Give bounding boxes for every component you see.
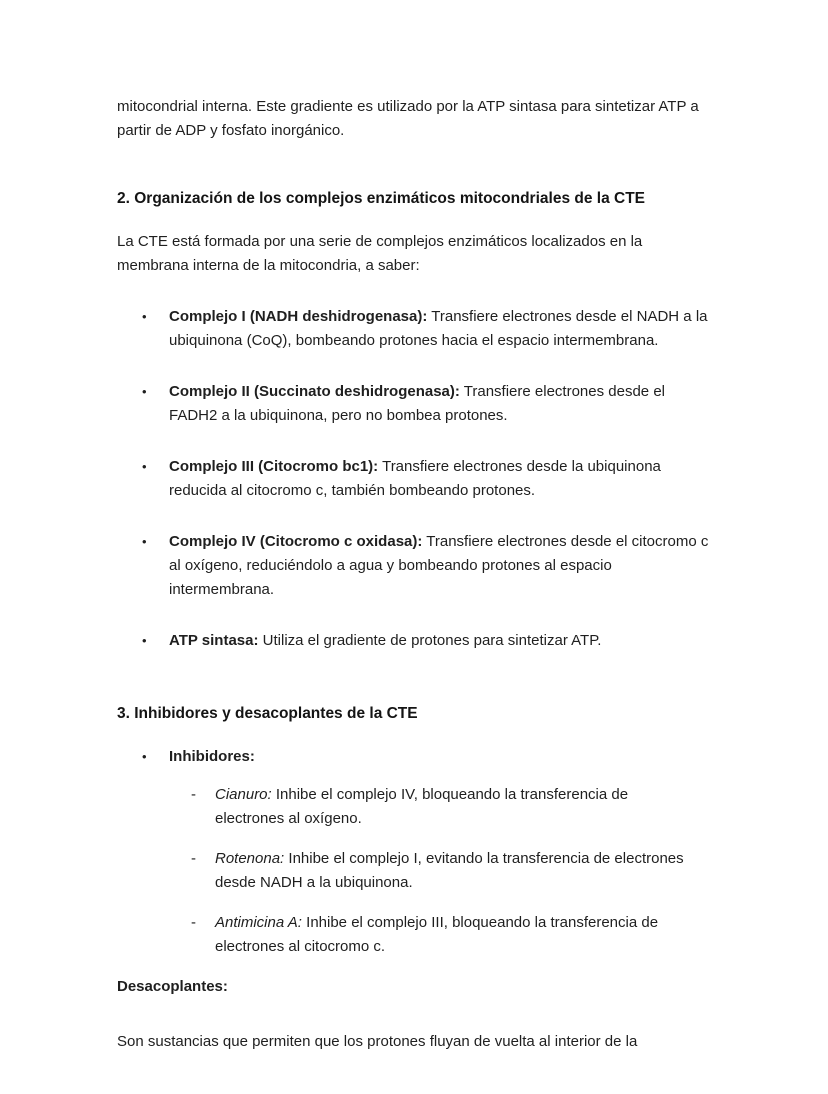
dash-marker: - bbox=[191, 914, 196, 931]
sub-item-italic-run: Rotenona: bbox=[215, 850, 285, 867]
sub-item-italic-run: Cianuro: bbox=[215, 786, 272, 803]
bullet-marker: • bbox=[142, 384, 147, 399]
bullet-bold-run: Complejo I (NADH deshidrogenasa): bbox=[169, 308, 428, 325]
sub-item-italic-run: Antimicina A: bbox=[215, 914, 302, 931]
dash-marker: - bbox=[191, 850, 196, 867]
bullet-item-atp-sintasa bbox=[117, 629, 712, 653]
sub-item-text bbox=[215, 911, 712, 959]
bullet-bold-run: Complejo IV (Citocromo c oxidasa): bbox=[169, 533, 423, 550]
bullet-marker: • bbox=[142, 459, 147, 474]
sub-item-text-run: Inhibe el complejo I, evitando la transferencia de electrones desde NADH a la ubiquinona. bbox=[215, 850, 684, 891]
bullet-marker: • bbox=[142, 534, 147, 549]
section-2-heading: 2. Organización de los complejos enzimáticos mitocondriales de la CTE bbox=[117, 190, 645, 207]
bullet-bold-run: Complejo II (Succinato deshidrogenasa): bbox=[169, 383, 460, 400]
paragraph-continuation: mitocondrial interna. Este gradiente es utilizado por la ATP sintasa para sintetizar ATP a partir de ADP y fosfato inorgánico. bbox=[117, 98, 699, 139]
bullet-text-run: Transfiere electrones desde el NADH a la ubiquinona (CoQ), bombeando protones hacia el espacio intermembrana. bbox=[169, 308, 708, 349]
desacoplantes-heading: Desacoplantes: bbox=[117, 978, 228, 995]
bullet-text bbox=[169, 305, 712, 353]
bullet-text-run: Transfiere electrones desde la ubiquinona reducida al citocromo c, también bombeando protones. bbox=[169, 458, 661, 499]
inhibidores-label: Inhibidores: bbox=[169, 748, 255, 765]
bullet-item-complejo-2 bbox=[117, 380, 712, 428]
bullet-text bbox=[169, 455, 712, 503]
bullet-marker: • bbox=[142, 309, 147, 324]
complex-bullet-list bbox=[117, 305, 712, 653]
bullet-bold-run: Complejo III (Citocromo bc1): bbox=[169, 458, 379, 475]
sub-item-cianuro bbox=[117, 783, 712, 831]
bullet-item-inhibidores bbox=[117, 745, 712, 769]
bullet-text bbox=[169, 629, 712, 653]
bullet-text bbox=[169, 530, 712, 602]
bullet-item-complejo-3 bbox=[117, 455, 712, 503]
sub-item-text bbox=[215, 783, 712, 831]
bullet-item-complejo-1 bbox=[117, 305, 712, 353]
inhibidores-list bbox=[117, 745, 712, 769]
bullet-item-complejo-4 bbox=[117, 530, 712, 602]
bullet-text-run: Transfiere electrones desde el FADH2 a la ubiquinona, pero no bombea protones. bbox=[169, 383, 665, 424]
inhibidor-sub-list bbox=[117, 783, 712, 959]
section-3-heading: 3. Inhibidores y desacoplantes de la CTE bbox=[117, 705, 418, 722]
sub-item-text-run: Inhibe el complejo III, bloqueando la transferencia de electrones al citocromo c. bbox=[215, 914, 659, 955]
section-2-intro: La CTE está formada por una serie de complejos enzimáticos localizados en la membrana interna de la mitocondria, a saber: bbox=[117, 233, 643, 274]
bullet-text bbox=[169, 380, 712, 428]
bullet-bold-run: ATP sintasa: bbox=[169, 632, 259, 649]
bullet-text-run: Utiliza el gradiente de protones para sintetizar ATP. bbox=[258, 632, 602, 649]
closing-paragraph: Son sustancias que permiten que los protones fluyan de vuelta al interior de la bbox=[117, 1033, 638, 1050]
bullet-marker: • bbox=[142, 633, 147, 648]
sub-item-text-run: Inhibe el complejo IV, bloqueando la transferencia de electrones al oxígeno. bbox=[215, 786, 629, 827]
bullet-marker: • bbox=[142, 749, 147, 764]
bullet-text-run: Transfiere electrones desde el citocromo c al oxígeno, reduciéndolo a agua y bombeando protones al espacio intermembrana. bbox=[169, 533, 709, 598]
dash-marker: - bbox=[191, 786, 196, 803]
sub-item-text bbox=[215, 847, 712, 895]
sub-item-antimicina bbox=[117, 911, 712, 959]
sub-item-rotenona bbox=[117, 847, 712, 895]
